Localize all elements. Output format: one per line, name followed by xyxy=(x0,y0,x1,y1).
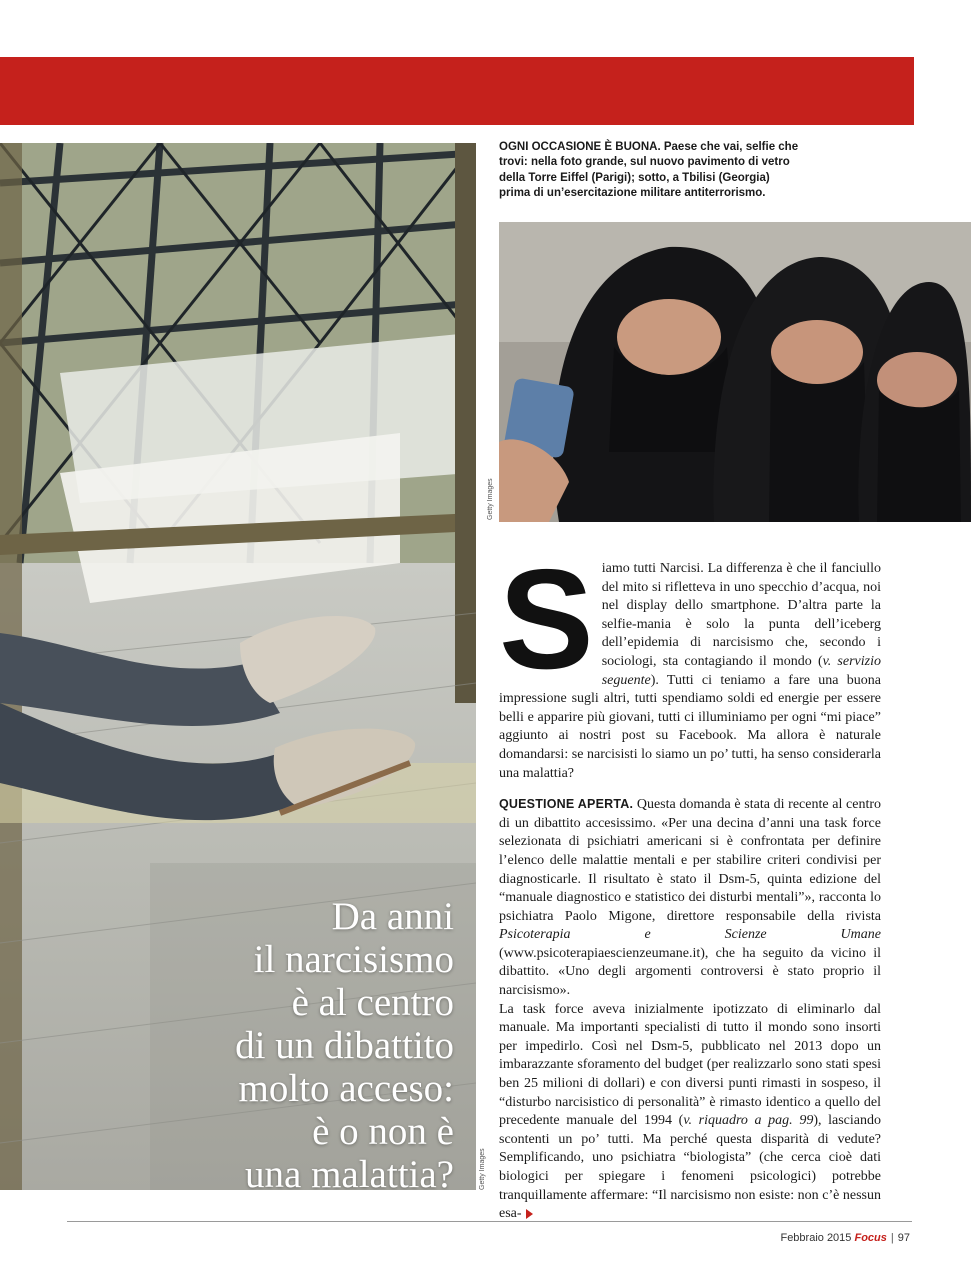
p3-ref: v. riquadro a pag. 99 xyxy=(683,1113,814,1129)
p2-text-a: Questa domanda è stata di recente al centro di un dibattito accesissimo. «Per una decina d’anni una task force selezionata di psichiatri americani si è confrontata per definire l’elenco delle malattie mentali e per stabilire criteri condivisi per diagnosticarle. Il risultato è stato il Dsm-5, quinta edizione del “manuale diagnostico e statistico dei disturbi mentali”», racconta lo psichiatra Paolo Migone, direttore responsabile della rivista xyxy=(499,797,882,924)
tbilisi-photo-illustration xyxy=(499,222,971,522)
pullquote-line: il narcisismo xyxy=(253,938,454,981)
eiffel-glass-floor-photo xyxy=(0,143,476,1190)
article-paragraph xyxy=(499,540,881,783)
p2-text-b: (www.psicoterapiaescienzeumane.it), che ha seguito da vicino il dibattito. «Uno degli argomenti controversi è stato proprio il narcisismo». xyxy=(499,945,881,999)
pullquote-line: è al centro xyxy=(291,981,454,1024)
caption-lead: OGNI OCCASIONE È BUONA. xyxy=(499,141,661,153)
section-heading: QUESTIONE APERTA. xyxy=(499,797,634,812)
pullquote xyxy=(34,895,454,1190)
journal-title: Psicoterapia e Scienze Umane xyxy=(499,927,881,943)
p1-text-a: iamo tutti Narcisi. La differenza è che il fanciullo del mito si rifletteva in uno specchio d’acqua, noi nel display dello smartphone. D’altra parte la selfie-mania è solo la punta dell’iceberg dell’epidemia di narcisismo che, secondo i sociologi, sta contagiando il mondo ( xyxy=(601,561,881,669)
pullquote-line: una malattia? xyxy=(245,1153,454,1190)
article-paragraph xyxy=(499,795,881,1001)
article-body xyxy=(499,540,882,1224)
big-photo-credit: Getty Images xyxy=(479,1148,486,1190)
magazine-name: Focus xyxy=(854,1232,887,1244)
pullquote-line: di un dibattito xyxy=(235,1024,454,1067)
pullquote-line: Da anni xyxy=(331,895,454,938)
caption-text: Paese che vai, selfie che trovi: nella foto grande, sul nuovo pavimento di vetro della Torre Eiffel (Parigi); sotto, a Tbilisi (Georgia) prima di un’esercitazione militare antiterrorismo. xyxy=(499,141,799,199)
pullquote-line: è o non è xyxy=(312,1110,454,1153)
page-footer: Febbraio 2015 Focus | 97 xyxy=(780,1232,910,1244)
article-paragraph xyxy=(499,1001,881,1224)
drop-cap: S xyxy=(499,540,594,699)
pullquote-line: molto acceso: xyxy=(238,1067,454,1110)
small-photo-credit: Getty Images xyxy=(487,478,494,520)
header-color-band xyxy=(0,57,914,125)
photo-caption xyxy=(499,140,799,201)
continue-arrow-icon xyxy=(526,1209,533,1219)
page-number: 97 xyxy=(897,1232,910,1244)
p1-ref: v. servizio seguente xyxy=(601,653,881,688)
p1-text-b: ). Tutti ci teniamo a fare una buona impressione sugli altri, tutti spendiamo soldi ed energie per essere belli e apparire più giovani, tutti ci illuminiamo per ogni “mi piace” aggiunto ai nostri post su Facebook. Ma allora è naturale domandarsi: se narcisisti lo siamo un po’ tutti, ha senso considerarla una malattia? xyxy=(499,672,881,781)
tbilisi-selfie-photo xyxy=(499,222,971,522)
p3-text-b: ), lasciando scontenti un po’ tutti. Ma perché questa disparità di vedute? Semplificando, uno psichiatra “biologista” (che cerca cioè dati biologici per spiegare i fenomeni psicologici) potrebbe tranquillamente affermare: “Il narcisismo non esiste: non c’è nessun esa- xyxy=(499,1113,881,1222)
issue-date: Febbraio 2015 xyxy=(780,1232,852,1244)
p3-text-a: La task force aveva inizialmente ipotizzato di eliminarlo dal manuale. Ma importanti specialisti di tutto il mondo sono insorti per impedirlo. Così nel Dsm-5, pubblicato nel 2013 dopo un imbarazzante sforamento del budget (per realizzarlo sono stati spesi ben 25 milioni di dollari) e con diversi punti rimasti in sospeso, il “disturbo narcisistico di personalità” è rimasto identico a quello del precedente manuale del 1994 ( xyxy=(499,1001,881,1129)
footer-divider xyxy=(67,1221,912,1222)
